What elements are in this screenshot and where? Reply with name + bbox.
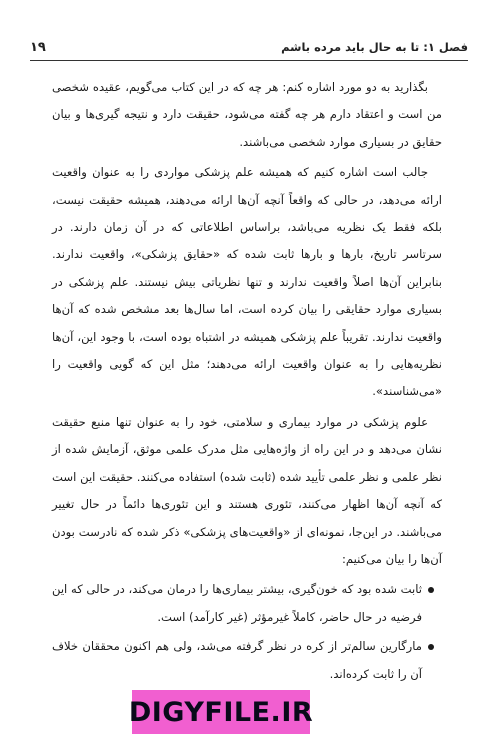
header-divider xyxy=(30,60,468,61)
list-item-text: ثابت شده بود که خون‌گیری، بیشتر بیماری‌ها را درمان می‌کند، در حالی که این فرضیه در حال حاضر، کاملاً غیرمؤثر (غیر کارآمد) است. xyxy=(52,582,422,624)
bullet-icon xyxy=(428,644,434,650)
body-text xyxy=(52,74,442,681)
list-item xyxy=(52,633,442,688)
page-header xyxy=(30,36,468,58)
watermark-text: DIGYFILE.IR xyxy=(128,696,314,728)
list-item xyxy=(52,576,442,631)
watermark-banner xyxy=(128,690,314,734)
paragraph-1: بگذارید به دو مورد اشاره کنم: هر چه که در این کتاب می‌گویم، عقیده شخصی من است و اعتقاد دارم هر چه گفته می‌شود، حقیقت دارد و نتیجه گیری‌ها و بیان حقایق در بسیاری موارد شخصی می‌باشند. xyxy=(52,80,442,149)
paragraph-2: جالب است اشاره کنیم که همیشه علم پزشکی مواردی را به عنوان واقعیت ارائه می‌دهد، در حالی که واقعاً آنچه آن‌ها ارائه می‌دهند، همیشه حقیقت نیست، بلکه فقط یک نظریه می‌باشد، براساس اطلاعاتی که در آن زمان دارند. در سرتاسر تاریخ، بارها و بارها ثابت شده که «حقایق پزشکی»، واقعیت ندارند. بنابراین آن‌ها اصلاً واقعیت ندارند و تنها نظریاتی بیش نیستند. علم پزشکی در بسیاری موارد حقایقی را بیان کرده است، اما سال‌ها بعد مشخص شده که آن‌ها واقعیت ندارند. تقریباً علم پزشکی همیشه در اشتباه بوده است، با وجود این، آن‌ها نظریه‌هایی را به عنوان واقعیت ارائه می‌دهند؛ مثل این که گویی واقعیت را «می‌شناسند». xyxy=(52,165,442,399)
bullet-icon xyxy=(428,587,434,593)
chapter-title: فصل ۱: تا به حال باید مرده باشم xyxy=(281,40,468,54)
paragraph-3: علوم پزشکی در موارد بیماری و سلامتی، خود را به عنوان تنها منبع حقیقت نشان می‌دهد و در این راه از واژه‌هایی مثل مدرک علمی موثق، آزمایش شده از نظر علمی و نظر علمی تأیید شده (ثابت شده) استفاده می‌کنند. حقیقت این است که آنچه آن‌ها اظهار می‌کنند، تئوری هستند و این تئوری‌ها دائماً در حال تغییر می‌باشند. در این‌جا، نمونه‌ای از «واقعیت‌های پزشکی» ذکر شده که نادرست بودن آن‌ها را بیان می‌کنیم: xyxy=(52,414,442,566)
page-number: ۱۹ xyxy=(30,39,46,55)
list-item-text: مارگارین سالم‌تر از کره در نظر گرفته می‌شد، ولی هم اکنون محققان خلاف آن را ثابت کرده‌اند. xyxy=(52,639,422,681)
